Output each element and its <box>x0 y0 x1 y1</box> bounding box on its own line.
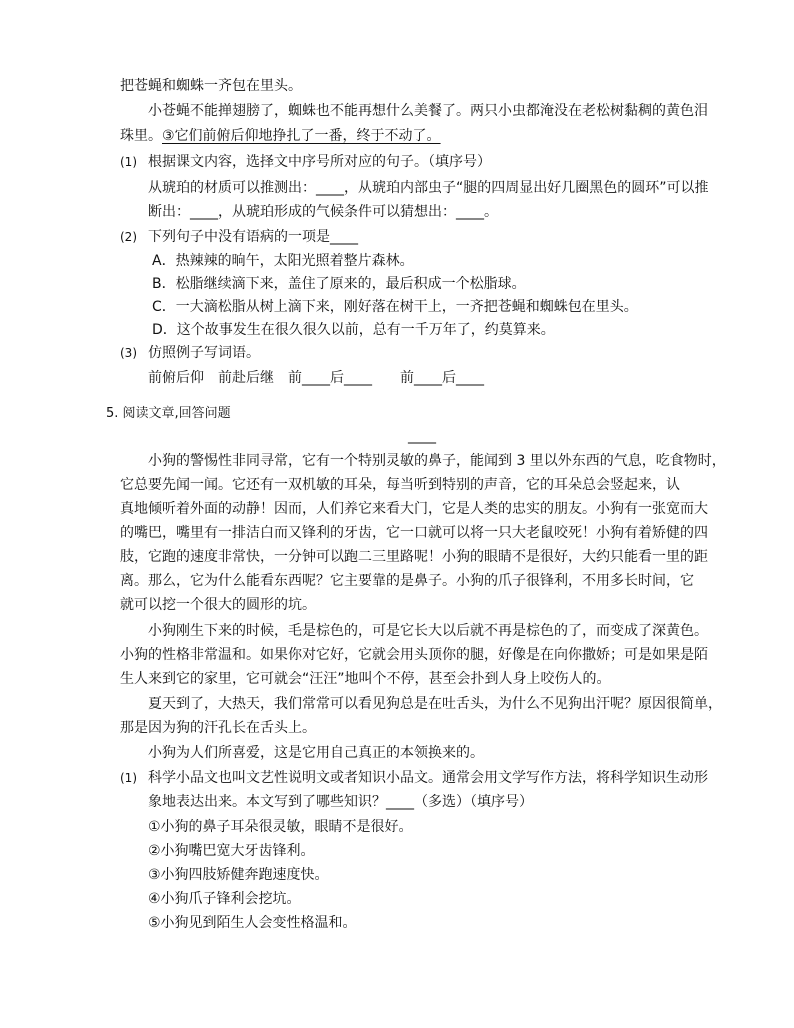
passage-line: 肢，它跑的速度非常快，一分钟可以跑二三里路呢！小狗的眼睛不是很好，大约只能看一里的距 <box>120 549 708 565</box>
option-1: ①小狗的鼻子耳朵很灵敏，眼睛不是很好。 <box>148 819 413 835</box>
passage-line: 把苍蝇和蜘蛛一齐包在里头。 <box>120 78 302 94</box>
passage-line: 离。那么，它为什么能看东西呢？它主要靠的是鼻子。小狗的爪子很锋利，不用多长时间，它 <box>120 573 694 589</box>
passage-line: 小狗的警惕性非同寻常，它有一个特别灵敏的鼻子，能闻到 3 里以外东西的气息，吃食物时， <box>148 453 726 469</box>
question-stem: 根据课文内容，选择文中序号所对应的句子。（填序号） <box>148 154 491 170</box>
question-stem: 仿照例子写词语。 <box>148 345 260 361</box>
question-stem: 下列句子中没有语病的一项是____ <box>148 229 358 245</box>
option-5: ⑤小狗见到陌生人会变性格温和。 <box>148 915 357 931</box>
passage-line: 夏天到了，大热天，我们常常可以看见狗总是在吐舌头，为什么不见狗出汗呢？原因很简单， <box>148 696 722 712</box>
passage-line: 小狗刚生下来的时候，毛是棕色的，可是它长大以后就不再是棕色的了，而变成了深黄色。 <box>148 623 708 639</box>
passage-line: 的嘴巴，嘴里有一排洁白而又锋利的牙齿，它一口就可以将一只大老鼠咬死！小狗有着矫健的四 <box>120 525 708 541</box>
question-number: (3) <box>120 346 137 360</box>
passage-line <box>120 126 441 146</box>
question-number: (2) <box>120 230 137 244</box>
option-a: A．热辣辣的晌午，太阳光照着整片森林。 <box>152 253 414 269</box>
option-c: C．一大滴松脂从树上滴下来，刚好落在树干上，一齐把苍蝇和蜘蛛包在里头。 <box>152 299 638 315</box>
option-b: B．松脂继续滴下来，盖住了原来的，最后积成一个松脂球。 <box>152 276 526 292</box>
underlined-sentence-3: ③它们前俯后仰地挣扎了一番，终于不动了。 <box>162 128 441 144</box>
question-text: 从琥珀的材质可以推测出：____，从琥珀内部虫子“腿的四周显出好几圈黑色的圆环”可以推 <box>148 180 709 196</box>
question-number: (1) <box>120 155 137 169</box>
passage-line: 生人来到它的家里，它可就会“汪汪”地叫个不停，甚至会扑到人身上咬伤人的。 <box>120 671 611 687</box>
option-d: D．这个故事发生在很久很久以前，总有一千万年了，约莫算来。 <box>152 322 555 338</box>
section-heading: 5. 阅读文章,回答问题 <box>106 406 231 421</box>
passage-text: 珠里。 <box>120 128 162 144</box>
word-examples: 前俯后仰 前赴后继 前____后____ 前____后____ <box>148 370 484 386</box>
question-number: (1) <box>120 771 137 785</box>
option-3: ③小狗四肢矫健奔跑速度快。 <box>148 867 329 883</box>
question-text: 断出：____，从琥珀形成的气候条件可以猜想出：____。 <box>148 204 498 220</box>
passage-line: 小狗为人们所喜爱，这是它用自己真正的本领换来的。 <box>148 745 484 761</box>
option-4: ④小狗爪子锋利会挖坑。 <box>148 891 301 907</box>
title-blank: ____ <box>408 428 436 444</box>
question-stem: 科学小品文也叫文艺性说明文或者知识小品文。通常会用文学写作方法，将科学知识生动形 <box>148 770 708 786</box>
passage-line: 小苍蝇不能掸翅膀了，蜘蛛也不能再想什么美餐了。两只小虫都淹没在老松树黏稠的黄色泪 <box>148 103 708 119</box>
passage-line: 小狗的性格非常温和。如果你对它好，它就会用头顶你的腿，好像是在向你撒娇；可是如果是陌 <box>120 647 708 663</box>
passage-line: 它总要先闻一闻。它还有一双机敏的耳朵，每当听到特别的声音，它的耳朵总会竖起来，认 <box>120 477 680 493</box>
question-stem: 象地表达出来。本文写到了哪些知识？____（多选）（填序号） <box>148 794 533 810</box>
passage-line: 那是因为狗的汗孔长在舌头上。 <box>120 720 316 736</box>
option-2: ②小狗嘴巴宽大牙齿锋利。 <box>148 843 315 859</box>
passage-line: 就可以挖一个很大的圆形的坑。 <box>120 597 316 613</box>
passage-line: 真地倾听着外面的动静！因而，人们养它来看大门，它是人类的忠实的朋友。小狗有一张宽而大 <box>120 501 708 517</box>
